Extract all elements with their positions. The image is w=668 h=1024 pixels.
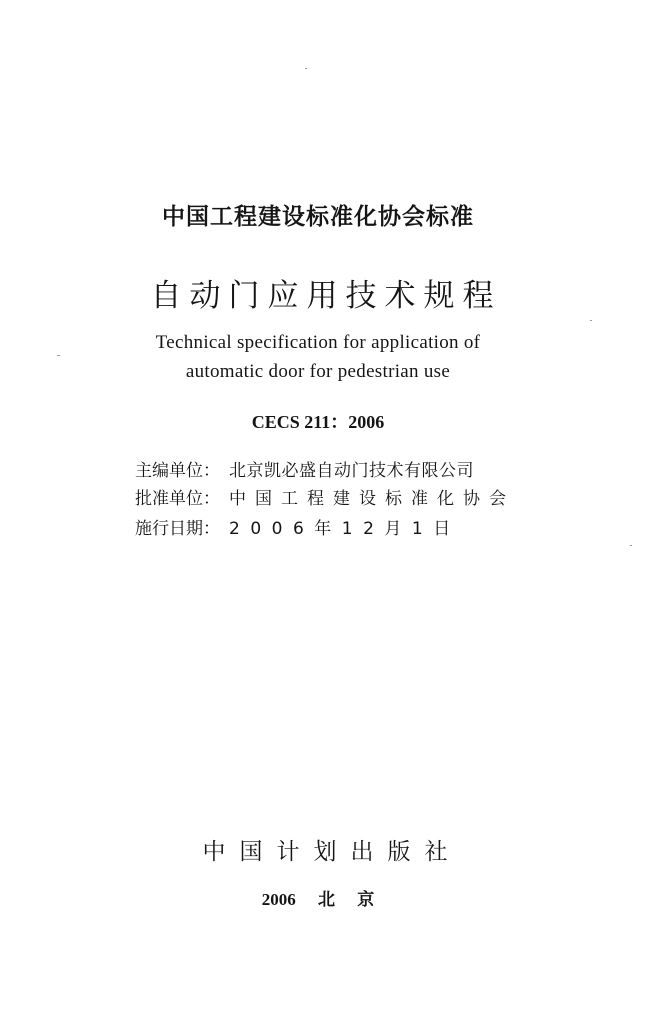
standard-code: CECS 211：2006 [251,412,385,432]
info-row-effective-date [135,514,555,539]
scan-speck [590,320,592,321]
scan-speck [630,545,632,546]
info-value: 2006年12月1日 [229,519,461,539]
scan-speck [57,355,60,356]
standard-series-heading: 中国工程建设标准化协会标准 [162,204,474,230]
scan-speck [305,68,307,69]
info-label: 批准单位： [135,489,220,509]
english-title-line-1: Technical specification for application of [155,332,481,353]
publisher-name: 中国计划出版社 [202,839,462,865]
publication-year-place: 2006 北 京 [261,890,375,909]
info-value: 中国工程建设标准化协会 [229,489,515,509]
info-row-chief-editor [135,456,555,481]
info-label: 施行日期： [135,519,220,539]
info-label: 主编单位： [135,461,220,481]
english-title-line-2: automatic door for pedestrian use [185,361,451,382]
info-row-approval-body [135,484,555,509]
document-title: 自动门应用技术规程 [150,278,502,314]
info-value: 北京凯必盛自动门技术有限公司 [229,461,474,481]
